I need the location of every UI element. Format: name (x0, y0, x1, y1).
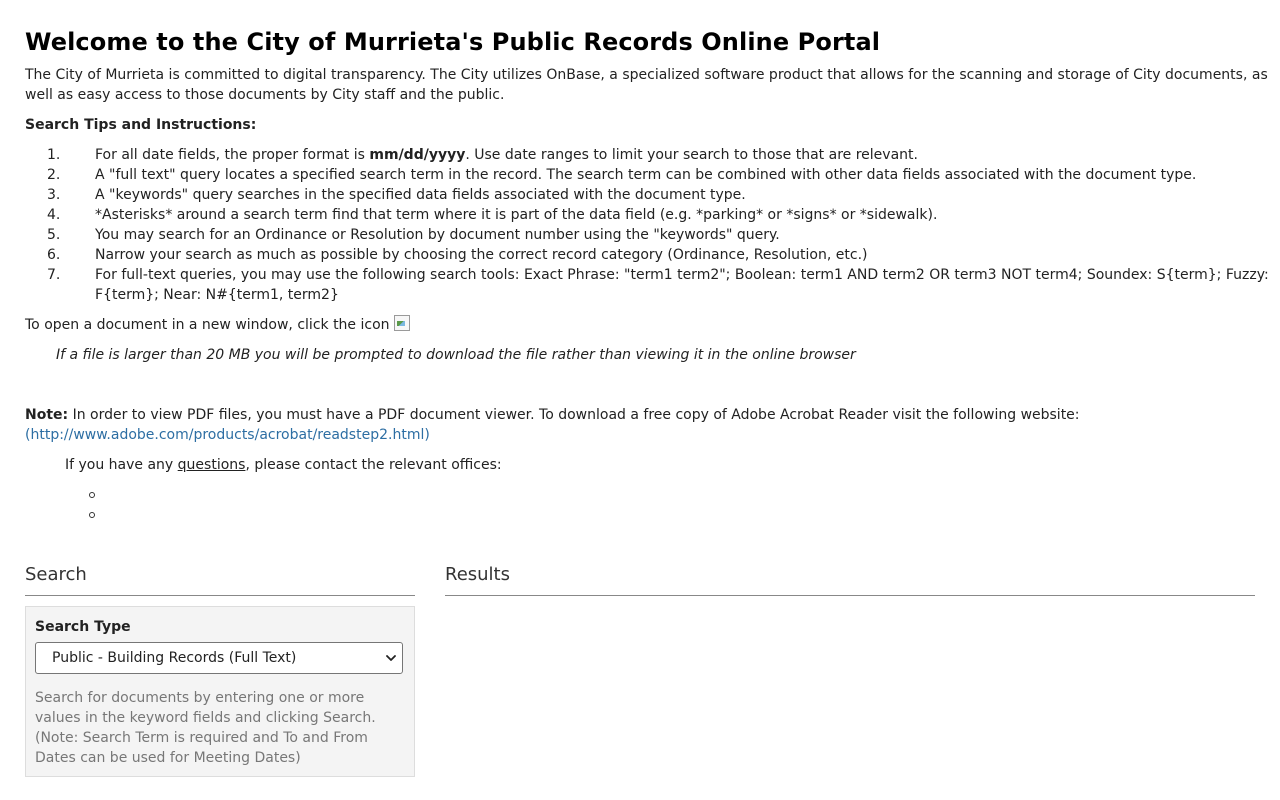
search-panel (25, 561, 415, 777)
list-item (89, 485, 1270, 505)
results-heading: Results (445, 561, 1255, 596)
list-item (25, 145, 1270, 165)
pdf-note (25, 405, 1270, 445)
adobe-reader-link[interactable]: (http://www.adobe.com/products/acrobat/readstep2.html) (25, 427, 430, 443)
tip-number: 5. (47, 227, 61, 243)
list-item (25, 205, 1270, 225)
tip-text: You may search for an Ordinance or Resolution by document number using the "keywords" query. (95, 227, 780, 243)
search-type-select[interactable] (35, 642, 403, 674)
questions-after: , please contact the relevant offices: (245, 457, 502, 473)
questions-text (65, 455, 1270, 475)
offices-list (25, 485, 1270, 525)
tip-number: 2. (47, 167, 61, 183)
open-document-text: To open a document in a new window, click the icon (25, 317, 390, 333)
note-text: In order to view PDF files, you must have a PDF document viewer. To download a free copy of Adobe Acrobat Reader visit the following website: (68, 407, 1080, 423)
note-label: Note: (25, 407, 69, 423)
search-help-text: Search for documents by entering one or more values in the keyword fields and clicking Search. (Note: Search Term is required and To and From Dates can be used for Meeting Dates) (35, 690, 376, 766)
list-item (25, 185, 1270, 205)
tip-text: A "full text" query locates a specified search term in the record. The search term can be combined with other data fields associated with the document type. (95, 167, 1197, 183)
list-item (25, 225, 1270, 245)
list-item (89, 505, 1270, 525)
open-document-instruction (25, 315, 1270, 335)
tip-number: 6. (47, 247, 61, 263)
questions-before: If you have any (65, 457, 178, 473)
search-form (25, 606, 415, 777)
broken-image-icon (394, 315, 410, 331)
tips-heading: Search Tips and Instructions: (25, 117, 257, 133)
file-size-note: If a file is larger than 20 MB you will be prompted to download the file rather than viewing it in the online browser (56, 347, 856, 363)
tip-text: Narrow your search as much as possible by choosing the correct record category (Ordinance, Resolution, etc.) (95, 247, 868, 263)
search-type-label: Search Type (35, 619, 131, 635)
tip-text: A "keywords" query searches in the specified data fields associated with the document type. (95, 187, 746, 203)
page-title: Welcome to the City of Murrieta's Public Records Online Portal (25, 28, 881, 56)
tip-text: *Asterisks* around a search term find that term where it is part of the data field (e.g. *parking* or *signs* or *sidewalk). (95, 207, 938, 223)
list-item (25, 245, 1270, 265)
tip-number: 7. (47, 267, 61, 283)
search-type-value: Public - Building Records (Full Text) (52, 650, 297, 666)
tip-number: 4. (47, 207, 61, 223)
results-panel (445, 561, 1255, 596)
portal-info (25, 26, 1270, 525)
questions-link[interactable]: questions (177, 457, 246, 473)
tip-number: 3. (47, 187, 61, 203)
chevron-down-icon (386, 653, 396, 663)
tip-text-start: For all date fields, the proper format is (95, 147, 370, 163)
date-format: mm/dd/yyyy (369, 147, 466, 163)
tip-text: For full-text queries, you may use the following search tools: Exact Phrase: "term1 term2"; Boolean: term1 AND term2 OR term3 NOT term4; Soundex: S{term}; Fuzzy: F{term}; Near: N#{term1, term2} (95, 267, 1269, 303)
intro-paragraph: The City of Murrieta is committed to digital transparency. The City utilizes OnBase, a specialized software product that allows for the scanning and storage of City documents, as well as easy access to those documents by City staff and the public. (25, 67, 1268, 103)
tip-text-end: . Use date ranges to limit your search to those that are relevant. (465, 147, 918, 163)
list-item (25, 265, 1270, 305)
tips-list (25, 145, 1270, 305)
list-item (25, 165, 1270, 185)
search-heading: Search (25, 561, 415, 596)
tip-number: 1. (47, 147, 61, 163)
